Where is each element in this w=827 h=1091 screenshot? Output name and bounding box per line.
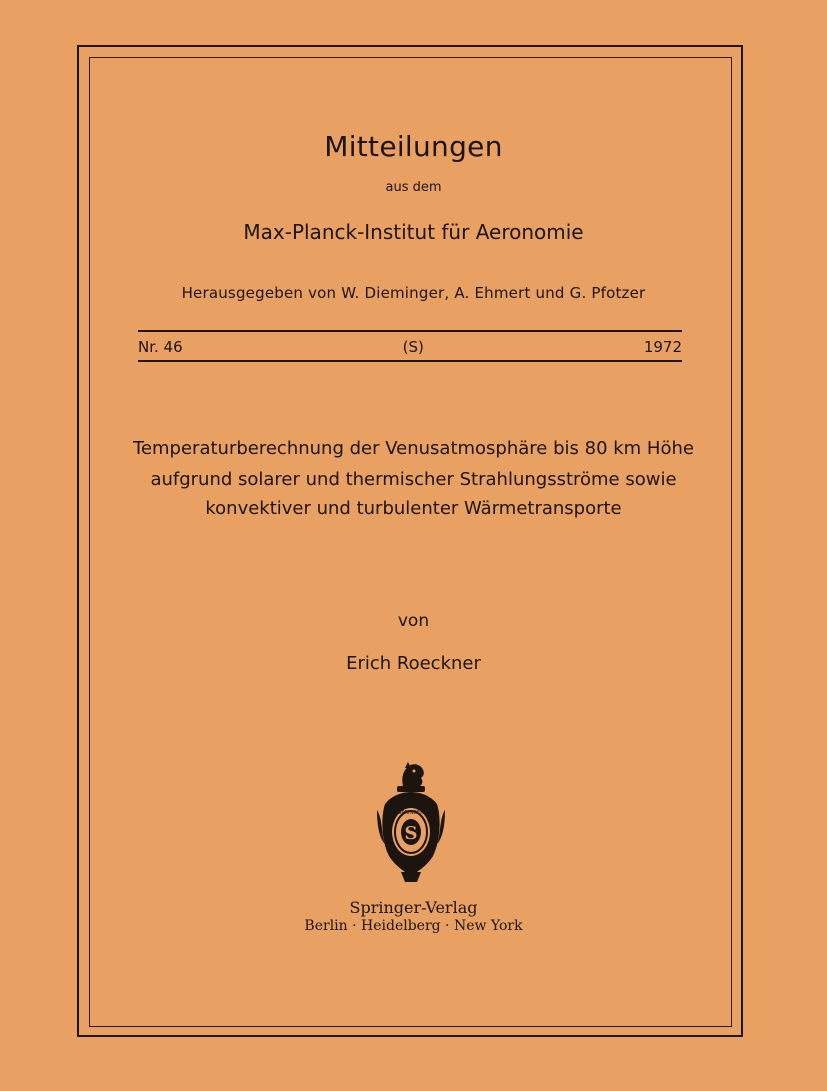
issue-year: 1972 xyxy=(643,338,682,356)
title-line-2: aufgrund solarer und thermischer Strahlungsströme sowie xyxy=(150,469,677,490)
issue-code: (S) xyxy=(402,338,424,356)
title-line-3: konvektiver und turbulenter Wärmetransporte xyxy=(205,498,622,519)
logo-lettering: SPRINGER xyxy=(398,810,424,816)
publisher-name: Springer-Verlag xyxy=(349,898,478,917)
series-subtitle: aus dem xyxy=(385,180,442,195)
publisher-places: Berlin · Heidelberg · New York xyxy=(304,918,523,934)
editors-line: Herausgegeben von W. Dieminger, A. Ehmert und G. Pfotzer xyxy=(181,284,646,302)
svg-text:S: S xyxy=(404,823,418,844)
springer-knight-logo-icon xyxy=(375,760,447,885)
issue-number: Nr. 46 xyxy=(138,338,183,356)
series-title: Mitteilungen xyxy=(324,130,503,163)
title-line-1: Temperaturberechnung der Venusatmosphäre bis 80 km Höhe xyxy=(133,438,694,459)
top-rule xyxy=(138,330,682,332)
institute-name: Max-Planck-Institut für Aeronomie xyxy=(243,220,584,244)
author-name: Erich Roeckner xyxy=(346,653,481,674)
bottom-rule xyxy=(138,360,682,362)
by-label: von xyxy=(397,611,430,631)
issue-row xyxy=(138,338,682,356)
